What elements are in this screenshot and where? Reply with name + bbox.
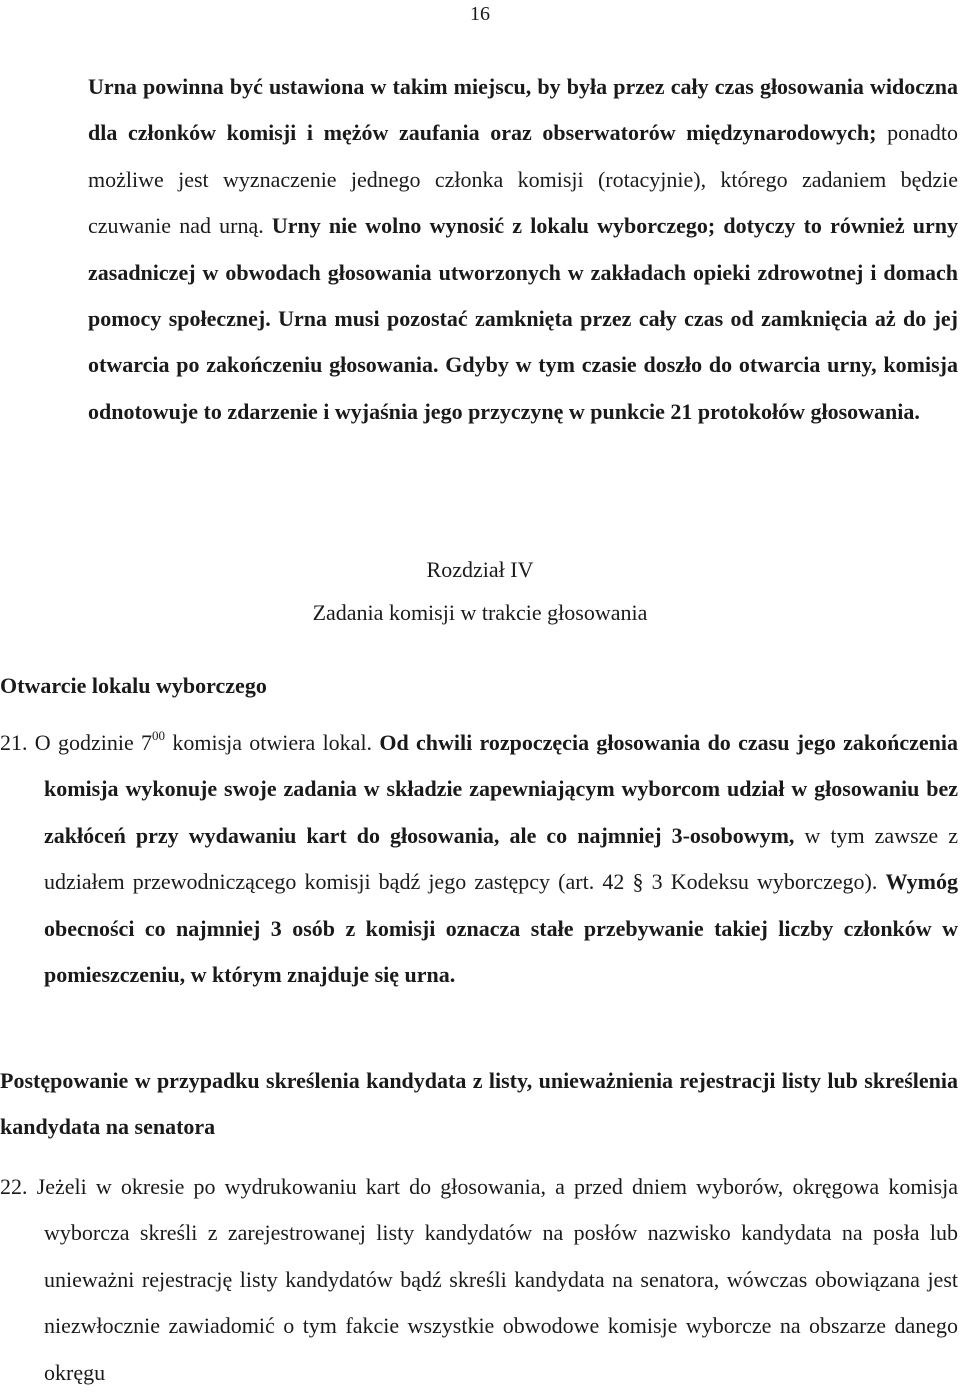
paragraph-21-part-b: komisja otwiera lokal. [165, 730, 380, 755]
paragraph-21-part-c: Od chwili rozpoczęcia głosowania do czasu jego zakończenia komisja wykonuje swoje zadania w składzie zapewniającym wyborcom udział w głosowaniu bez zakłóceń przy wydawaniu kart do głosowania, ale co najmniej 3-osobowym, [44, 730, 958, 848]
section-title-otwarcie: Otwarcie lokalu wyborczego [0, 673, 267, 698]
paragraph-21 [0, 720, 958, 998]
paragraph-urna [88, 64, 958, 435]
paragraph-22 [0, 1164, 958, 1396]
paragraph-urna-part-c: Urny nie wolno wynosić z lokalu wyborczego; dotyczy to również urny zasadniczej w obwodach głosowania utworzonych w zakładach opieki zdrowotnej i domach pomocy społecznej. Urna musi pozostać zamknięta przez cały czas od zamknięcia aż do jej otwarcia po zakończeniu głosowania. Gdyby w tym czasie doszło do otwarcia urny, komisja odnotowuje to zdarzenie i wyjaśnia jego przyczynę w punkcie 21 protokołów głosowania. [88, 213, 958, 424]
page-number: 16 [470, 3, 490, 25]
paragraph-21-superscript: 00 [152, 727, 166, 743]
chapter-title: Zadania komisji w trakcie głosowania [312, 600, 648, 625]
paragraph-21-part-a: O godzinie 7 [27, 730, 153, 755]
paragraph-21-part-f: Wymóg obecności co najmniej 3 osób z komisji oznacza stałe przebywanie takiej liczby członków w pomieszczeniu, w którym znajduje się urna. [44, 869, 958, 988]
chapter-number: Rozdział IV [426, 557, 534, 582]
paragraph-21-part-e: 3 Kodeksu wyborczego). [643, 869, 886, 895]
paragraph-21-number: 21. [0, 730, 28, 755]
section-title-postepowanie: Postępowanie w przypadku skreślenia kandydata z listy, unieważnienia rejestracji listy lub skreślenia kandydata na senatora [0, 1068, 958, 1140]
paragraph-21-part-d: w tym zawsze z udziałem przewodniczącego komisji bądź jego zastępcy (art. 42 [44, 822, 958, 895]
paragraph-22-text: Jeżeli w okresie po wydrukowaniu kart do głosowania, a przed dniem wyborów, okręgowa komisja wyborcza skreśli z zarejestrowanej listy kandydatów na posłów nazwisko kandydata na posła lub unieważni rejestrację listy kandydatów bądź skreśli kandydata na senatora, wówczas obowiązana jest niezwłocznie zawiadomić o tym fakcie wszystkie obwodowe komisje wyborcze na obszarze danego okręgu [27, 1174, 958, 1385]
paragraph-22-number: 22. [0, 1174, 28, 1199]
paragraph-urna-part-b: ponadto możliwe jest wyznaczenie jednego członka komisji (rotacyjnie), którego zadaniem będzie czuwanie nad urną. [88, 120, 958, 239]
paragraph-urna-part-a: Urna powinna być ustawiona w takim miejscu, by była przez cały czas głosowania widoczna dla członków komisji i mężów zaufania oraz obserwatorów międzynarodowych; [88, 74, 958, 146]
section-sign: § [632, 869, 644, 895]
